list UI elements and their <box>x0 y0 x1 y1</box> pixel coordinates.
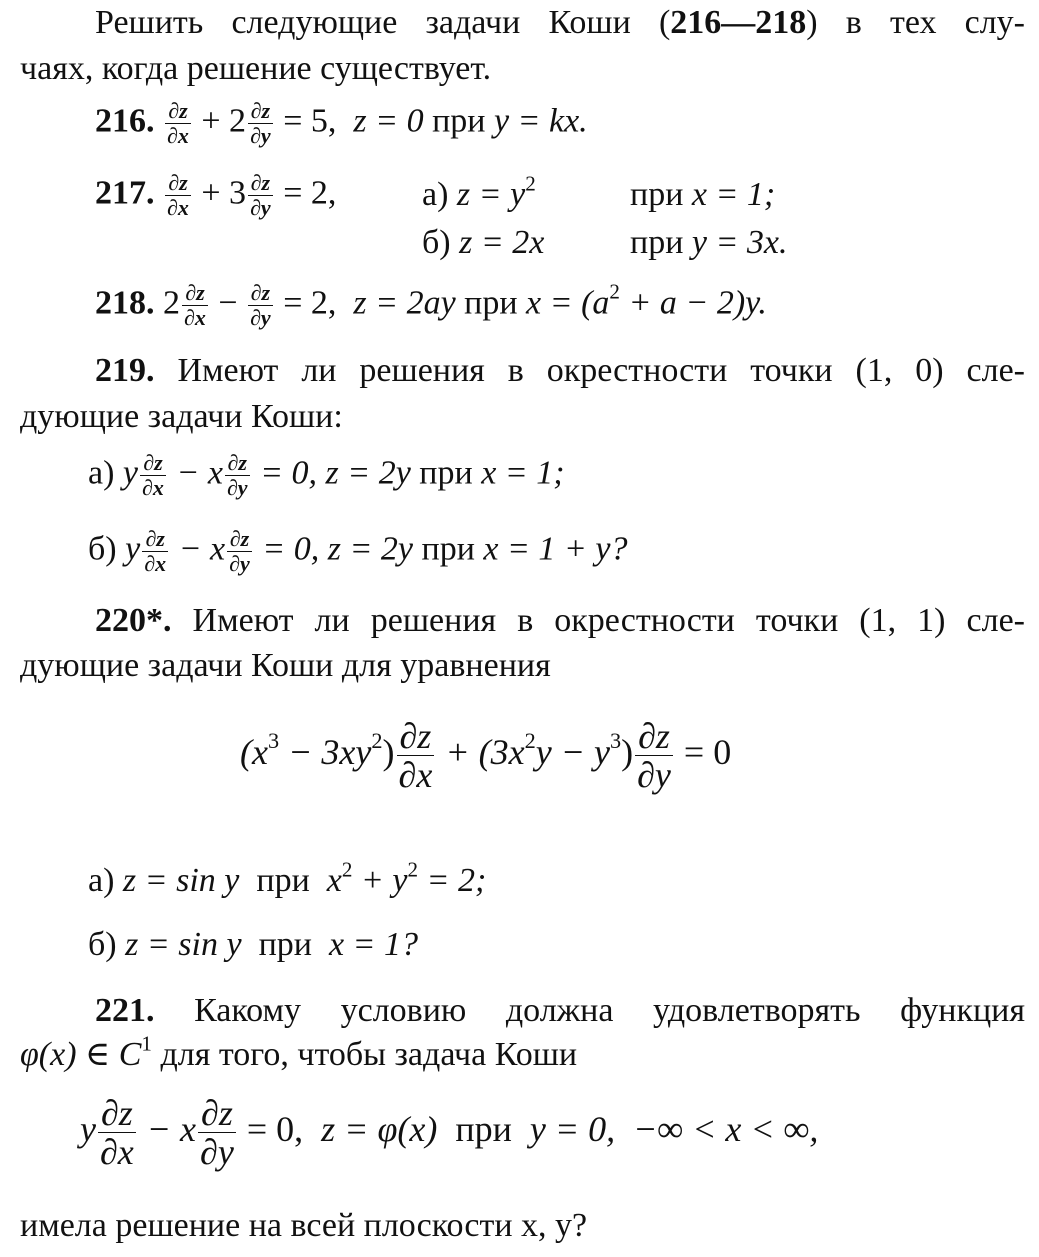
problem-range: 216—218 <box>670 4 807 41</box>
problem-220-line-2: дующие задачи Коши для уравнения <box>20 647 551 684</box>
problem-217-b-curve: при y = 3x. <box>630 224 788 261</box>
problem-217: 217. $\frac{\partial z}{\partial x}$ + 3 $\frac{\partial z}{\partial y}$ = 2, <box>95 170 337 220</box>
partial-fraction: $\frac{\partial z}{\partial x}$ <box>142 450 164 500</box>
partial-fraction: $\frac{\partial z}{\partial x}$ <box>184 280 206 330</box>
problem-217-a-curve: при x = 1; <box>630 176 776 213</box>
problem-221-last-line: имела решение на всей плоскости x, y? <box>20 1207 588 1244</box>
partial-fraction: $\frac{\partial z}{\partial x}$ <box>167 98 189 148</box>
problem-220-a: а) z = sin y при $x^2 + y^2 = 2$; <box>88 857 487 899</box>
problem-218: 218. 2 $\frac{\partial z}{\partial x}$ − $\frac{\partial z}{\partial y}$ = 2, z = 2ay при $x = (a^2 + a - 2)y$. <box>95 279 767 330</box>
problem-219-line-1: 219. Имеют ли решения в окрестности точки (1, 0) сле- <box>95 352 1025 389</box>
partial-fraction: $\frac{\partial z}{\partial y}$ <box>226 450 248 500</box>
problem-221-line-1: 221. Какому условию должна удовлетворять функция <box>95 992 1025 1029</box>
problem-number: 221. <box>95 992 155 1029</box>
partial-fraction: $\frac{\partial z}{\partial y}$ <box>637 716 671 795</box>
problem-219-a: а) y $\frac{\partial z}{\partial x}$ − x $\frac{\partial z}{\partial y}$ = 0, z = 2y при x = 1; <box>88 450 565 500</box>
problem-number: 218. <box>95 284 155 322</box>
problem-number: 216. <box>95 102 155 140</box>
intro-line-1: Решить следующие задачи Коши (216—218) в тех слу- <box>95 4 1026 41</box>
partial-fraction: $\frac{\partial z}{\partial y}$ <box>250 98 271 148</box>
problem-220-equation: $(x^3 - 3xy^2)$ $\frac{\partial z}{\partial x}$ + $(3x^2y - y^3)$ $\frac{\partial z}{\partial y}$ = 0 <box>240 716 732 795</box>
partial-fraction: $\frac{\partial z}{\partial y}$ <box>250 280 271 330</box>
intro-line-2: чаях, когда решение существует. <box>20 50 492 87</box>
problem-221-equation: y $\frac{\partial z}{\partial x}$ − x $\frac{\partial z}{\partial y}$ = 0, z = φ(x) при y = 0, −∞ < x < ∞, <box>80 1093 819 1172</box>
partial-fraction: $\frac{\partial z}{\partial y}$ <box>250 170 271 220</box>
partial-fraction: $\frac{\partial z}{\partial x}$ <box>167 170 189 220</box>
problem-number: 219. <box>95 352 155 389</box>
problem-217-a: а) $z = y^2$ <box>422 171 536 213</box>
partial-fraction: $\frac{\partial z}{\partial y}$ <box>229 526 250 576</box>
problem-217-b: б) z = 2x <box>422 224 545 261</box>
partial-fraction: $\frac{\partial z}{\partial x}$ <box>398 716 433 795</box>
partial-fraction: $\frac{\partial z}{\partial x}$ <box>144 526 167 576</box>
problem-number: 217. <box>95 174 155 212</box>
partial-fraction: $\frac{\partial z}{\partial x}$ <box>99 1093 134 1172</box>
problem-219-line-2: дующие задачи Коши: <box>20 398 343 435</box>
partial-fraction: $\frac{\partial z}{\partial y}$ <box>200 1093 234 1172</box>
problem-221-line-2: φ(x) ∈ $C^1$ для того, чтобы задача Коши <box>20 1031 578 1073</box>
problem-216: 216. $\frac{\partial z}{\partial x}$ + 2 $\frac{\partial z}{\partial y}$ = 5, z = 0 при y = kx. <box>95 98 588 148</box>
problem-220-line-1: 220*. Имеют ли решения в окрестности точки (1, 1) сле- <box>95 602 1025 639</box>
problem-220-b: б) z = sin y при x = 1? <box>88 926 419 963</box>
problem-number: 220*. <box>95 602 172 639</box>
problem-219-b: б) y $\frac{\partial z}{\partial x}$ − x $\frac{\partial z}{\partial y}$ = 0, z = 2y при x = 1 + y? <box>88 526 628 576</box>
